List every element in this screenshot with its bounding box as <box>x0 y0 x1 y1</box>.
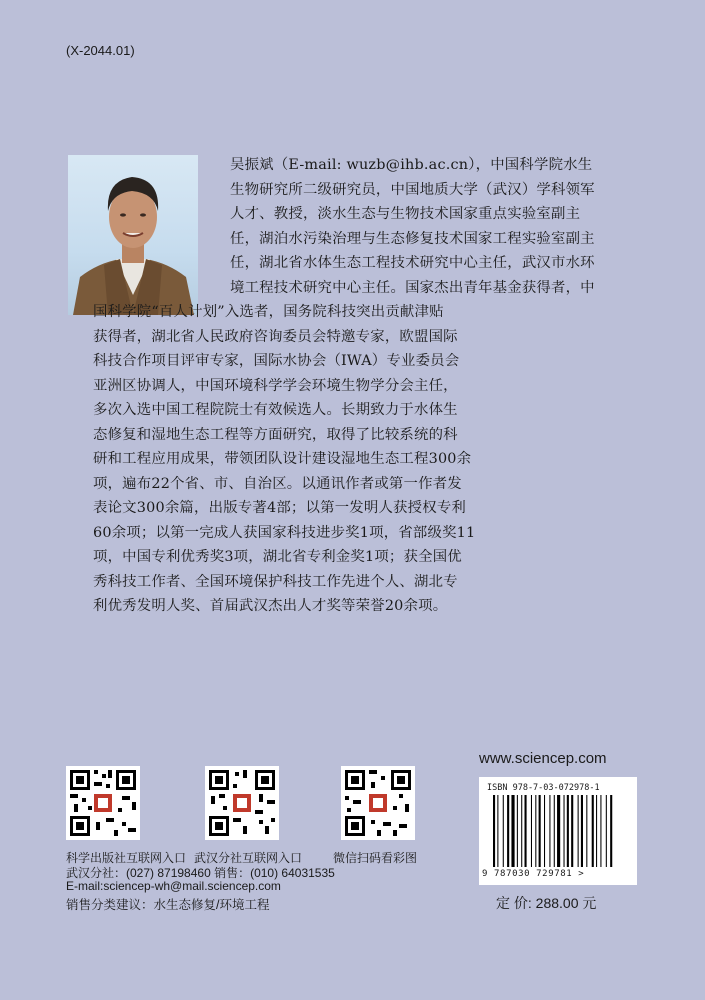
barcode-digits: 9 787030 729781 > <box>482 869 585 879</box>
barcode-bar <box>578 795 579 867</box>
bio-line: 境工程技术研究中心主任。国家杰出青年基金获得者，中 <box>230 279 595 296</box>
author-photo <box>68 155 198 315</box>
barcode-bar <box>521 795 522 867</box>
qr-code-icon <box>205 766 279 840</box>
barcode-bar <box>531 795 532 867</box>
barcode-bar <box>507 795 509 867</box>
bio-line: 任，湖北省水体生态工程技术研究中心主任，武汉市水环 <box>230 255 595 271</box>
bio-line: 获得者，湖北省人民政府咨询委员会特邀专家，欧盟国际 <box>93 328 458 345</box>
barcode-bar <box>567 795 569 867</box>
qr-label-wechat: 微信扫码看彩图 <box>333 851 418 865</box>
bio-line: 秀科技工作者、全国环境保护科技工作先进个人、湖北专 <box>93 573 458 590</box>
bio-line: 科技合作项目评审专家，国际水协会（IWA）专业委员会 <box>93 353 460 369</box>
author-biography <box>93 153 610 619</box>
barcode-bar <box>586 795 587 867</box>
contact-email: E-mail:sciencep-wh@mail.sciencep.com <box>66 879 281 893</box>
bio-line: 生物研究所二级研究员，中国地质大学（武汉）学科领军 <box>230 181 595 198</box>
barcode-bar <box>511 795 514 867</box>
barcode-bar <box>606 795 607 867</box>
bio-line: 亚洲区协调人，中国环境科学学会环境生物学分会主任， <box>93 377 458 394</box>
bio-line: 态修复和湿地生态工程等方面研究，取得了比较系统的科 <box>93 426 458 443</box>
qr-label-wuhan-branch: 武汉分社互联网入口 <box>194 851 303 865</box>
qr-wuhan-branch[interactable] <box>205 766 279 840</box>
qr-label-science-press: 科学出版社互联网入口 <box>66 851 187 865</box>
barcode-bar <box>493 795 495 867</box>
bio-line: 吴振斌（E-mail: wuzb@ihb.ac.cn），中国科学院水生 <box>230 157 593 173</box>
bio-line: 表论文300余篇，出版专著4部；以第一发明人获授权专利 <box>93 500 467 516</box>
barcode-bar <box>557 795 560 867</box>
barcode-bar <box>592 795 594 867</box>
website-url: www.sciencep.com <box>479 750 607 767</box>
price: 定 价: 288.00 元 <box>496 895 597 911</box>
barcode-bar <box>525 795 527 867</box>
barcode-bar <box>544 795 545 867</box>
barcode-bar <box>610 795 612 867</box>
isbn-barcode <box>479 777 637 885</box>
barcode-bar <box>503 795 504 867</box>
qr-science-press[interactable] <box>66 766 140 840</box>
barcode-bar <box>497 795 498 867</box>
barcode-bar <box>517 795 518 867</box>
contact-phones: 武汉分社：(027) 87198460 销售：(010) 64031535 <box>66 866 335 880</box>
isbn-number: ISBN 978-7-03-072978-1 <box>487 783 600 793</box>
barcode-bar <box>564 795 565 867</box>
barcode-bar <box>581 795 583 867</box>
qr-code-icon <box>341 766 415 840</box>
barcode-bar <box>571 795 573 867</box>
barcode-bar <box>549 795 550 867</box>
bio-line: 项，中国专利优秀奖3项，湖北省专利金奖1项；获全国优 <box>93 549 462 565</box>
barcode-bar <box>596 795 597 867</box>
qr-wechat[interactable] <box>341 766 415 840</box>
bio-line: 人才、教授，淡水生态与生物技术国家重点实验室副主 <box>230 206 581 222</box>
catalog-code: (X-2044.01) <box>66 43 135 58</box>
bio-line: 项，遍布22个省、市、自治区。以通讯作者或第一作者发 <box>93 475 462 492</box>
bio-line: 60余项；以第一完成人获国家科技进步奖1项，省部级奖11 <box>93 524 476 541</box>
barcode-bar <box>600 795 601 867</box>
qr-code-icon <box>66 766 140 840</box>
bio-line: 任，湖泊水污染治理与生态修复技术国家工程实验室副主 <box>230 230 595 247</box>
barcode-bar <box>535 795 536 867</box>
bio-line: 多次入选中国工程院院士有效候选人。长期致力于水体生 <box>93 402 458 418</box>
bio-line: 研和工程应用成果，带领团队设计建设湿地生态工程300余 <box>93 451 472 467</box>
sales-category: 销售分类建议：水生态修复/环境工程 <box>66 898 270 912</box>
bio-line: 国科学院“百人计划”入选者，国务院科技突出贡献津贴 <box>93 304 444 320</box>
barcode-bar <box>539 795 541 867</box>
bio-line: 利优秀发明人奖、首届武汉杰出人才奖等荣誉20余项。 <box>93 598 448 614</box>
barcode-bar <box>554 795 555 867</box>
